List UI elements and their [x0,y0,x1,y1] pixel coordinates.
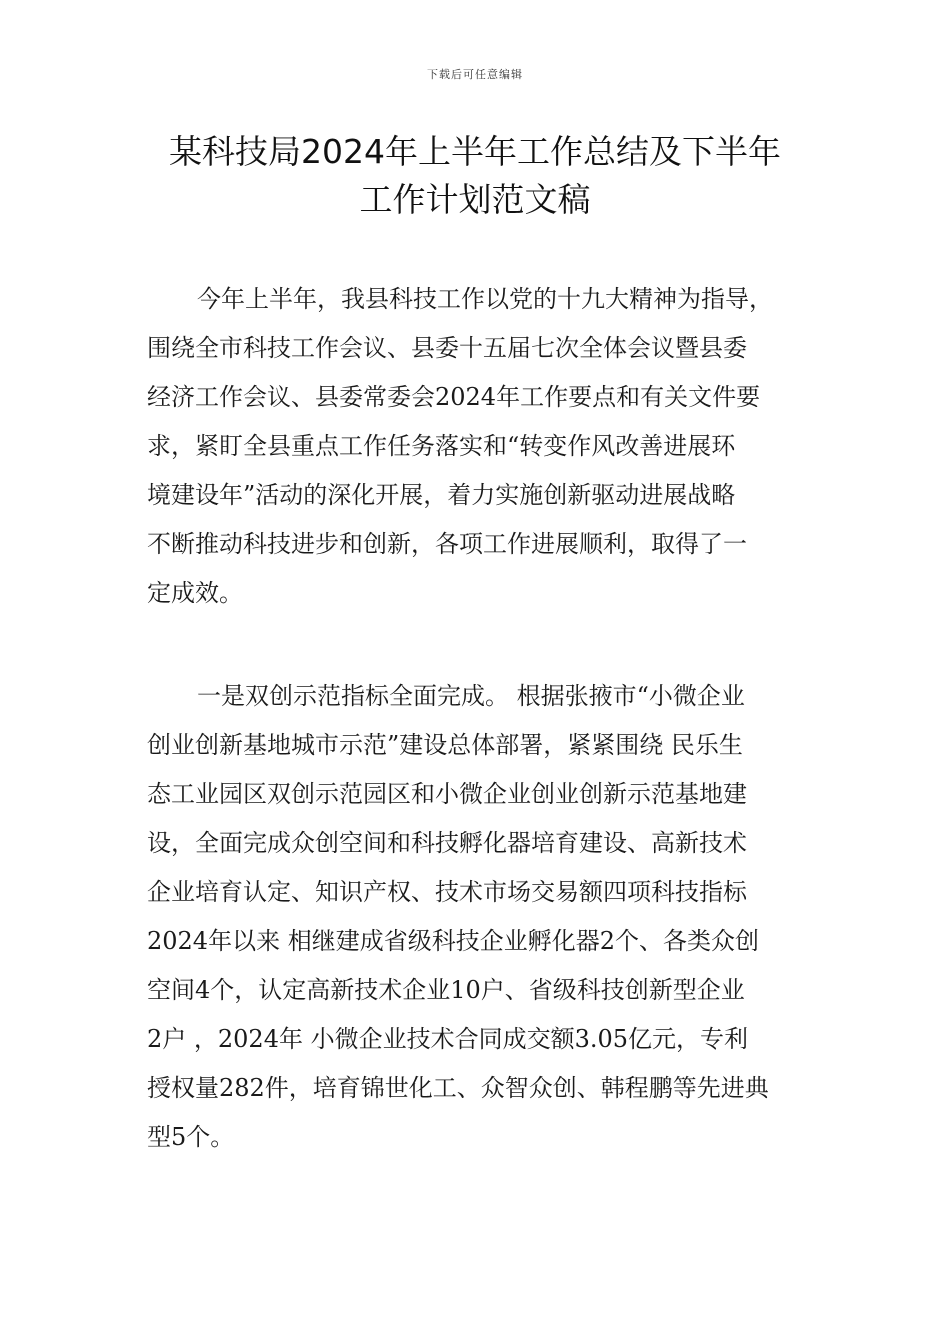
paragraph-line: 境建设年”活动的深化开展，着力实施创新驱动进展战略 [147,481,736,509]
paragraph-line: 创业创新基地城市示范”建设总体部署，紧紧围绕 民乐生 [147,731,743,759]
paragraph-line: 授权量282件，培育锦世化工、众智众创、韩程鹏等先进典 [147,1074,769,1102]
paragraph-line: 设，全面完成众创空间和科技孵化器培育建设、高新技术 [147,829,747,857]
paragraph-line: 定成效。 [147,579,243,607]
document-title [140,128,810,224]
paragraph-line: 型5个。 [147,1123,235,1151]
paragraph-line: 态工业园区双创示范园区和小微企业创业创新示范基地建 [147,780,747,808]
paragraph-section-1 [147,672,812,1162]
paragraph-line: 求，紧盯全县重点工作任务落实和“转变作风改善进展环 [147,432,736,460]
paragraph-intro [147,275,812,618]
paragraph-line: 一是双创示范指标全面完成。 根据张掖市“小微企业 [197,682,745,710]
header-note: 下载后可任意编辑 [427,68,523,81]
paragraph-line: 围绕全市科技工作会议、县委十五届七次全体会议暨县委 [147,334,747,362]
paragraph-line: 企业培育认定、知识产权、技术市场交易额四项科技指标 [147,878,747,906]
paragraph-line: 今年上半年，我县科技工作以党的十九大精神为指导， [197,285,773,313]
title-line-1: 某科技局2024年上半年工作总结及下半年 [169,132,781,171]
paragraph-line: 2024年以来 相继建成省级科技企业孵化器2个、各类众创 [147,927,759,955]
title-line-2: 工作计划范文稿 [359,180,591,219]
paragraph-line: 不断推动科技进步和创新，各项工作进展顺利，取得了一 [147,530,747,558]
paragraph-line: 空间4个，认定高新技术企业10户、省级科技创新型企业 [147,976,745,1004]
paragraph-line: 2户 ，2024年 小微企业技术合同成交额3.05亿元，专利 [147,1025,749,1053]
paragraph-line: 经济工作会议、县委常委会2024年工作要点和有关文件要 [147,383,761,411]
